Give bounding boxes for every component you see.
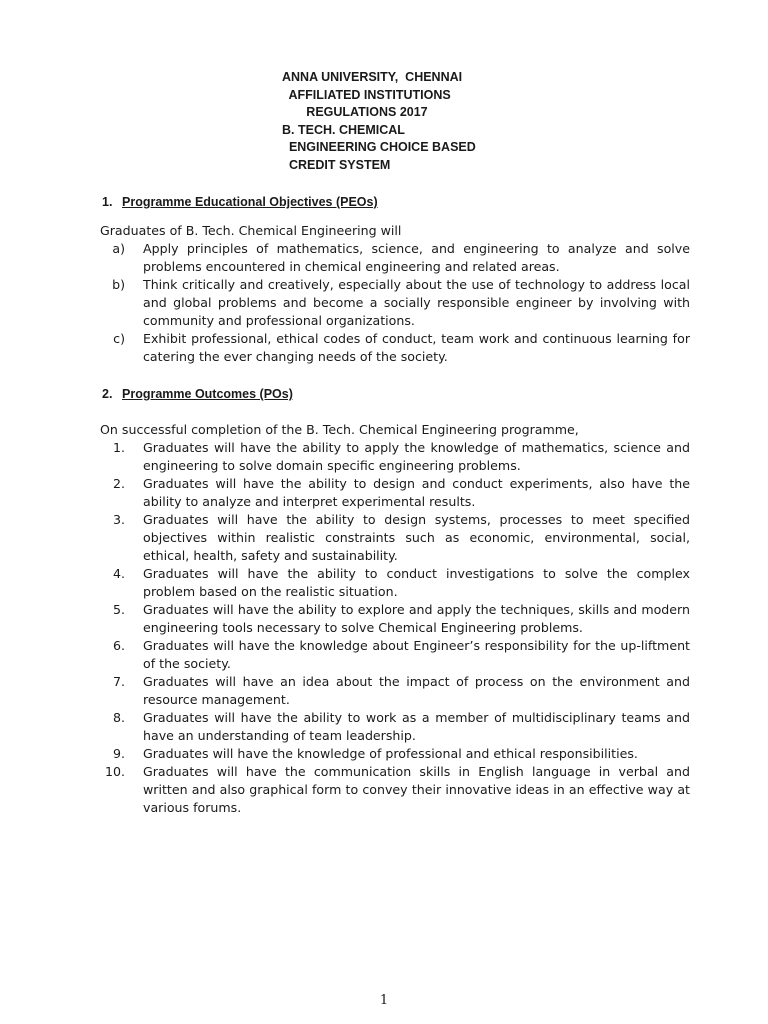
list-item — [100, 709, 690, 745]
list-marker: 1. — [112, 440, 125, 455]
list-item — [100, 330, 690, 366]
list-marker: 8. — [112, 710, 125, 725]
list-item-text: Exhibit professional, ethical codes of conduct, team work and continuous learning for catering the ever changing needs of the society. — [143, 331, 690, 364]
section-number: 1. — [102, 195, 113, 209]
list-marker: 6. — [112, 638, 125, 653]
list-item — [100, 763, 690, 817]
list-item — [100, 637, 690, 673]
list-item-text: Graduates will have the ability to work as a member of multidisciplinary teams and have an understanding of team leadership. — [143, 710, 690, 743]
list-item-text: Graduates will have the ability to design and conduct experiments, also have the ability to analyze and interpret experimental results. — [143, 476, 690, 509]
header-cbcs-1: ENGINEERING CHOICE BASED — [282, 140, 476, 154]
list-marker: b) — [112, 277, 125, 292]
list-item — [100, 439, 690, 475]
list-item-text: Graduates will have the ability to design systems, processes to meet specified objectives within realistic constraints such as economic, environmental, social, ethical, health, safety and sustainability. — [143, 512, 690, 563]
list-item-text: Graduates will have the communication skills in English language in verbal and written and also graphical form to convey their innovative ideas in an effective way at various forums. — [143, 764, 690, 815]
list-marker: 10. — [104, 764, 125, 779]
list-item-text: Graduates will have the ability to apply the knowledge of mathematics, science and engineering to solve domain specific engineering problems. — [143, 440, 690, 473]
document-header — [282, 69, 522, 174]
section-title: Programme Educational Objectives (PEOs) — [122, 195, 378, 209]
header-regulations: REGULATIONS 2017 — [282, 105, 428, 119]
list-item — [100, 745, 690, 763]
list-marker: 5. — [112, 602, 125, 617]
header-programme: B. TECH. CHEMICAL — [282, 122, 405, 137]
list-item — [100, 276, 690, 330]
peos-intro: Graduates of B. Tech. Chemical Engineering will — [100, 223, 402, 238]
list-marker: a) — [112, 241, 125, 256]
section-number: 2. — [102, 387, 113, 401]
list-item — [100, 511, 690, 565]
list-item-text: Graduates will have an idea about the impact of process on the environment and resource management. — [143, 674, 690, 707]
list-item — [100, 601, 690, 637]
list-marker: 3. — [112, 512, 125, 527]
list-marker: 7. — [112, 674, 125, 689]
list-item — [100, 475, 690, 511]
list-item — [100, 240, 690, 276]
peos-list — [100, 240, 690, 366]
pos-list — [100, 439, 690, 817]
header-cbcs-2: CREDIT SYSTEM — [282, 157, 391, 172]
list-item-text: Think critically and creatively, especially about the use of technology to address local and global problems and become a socially responsible engineer by involving with community and professional organizations. — [143, 277, 690, 328]
list-item-text: Graduates will have the knowledge about Engineer’s responsibility for the up-liftment of the society. — [143, 638, 690, 671]
header-institutions: AFFILIATED INSTITUTIONS — [282, 87, 451, 102]
list-item — [100, 673, 690, 709]
list-marker: 9. — [112, 746, 125, 761]
pos-intro: On successful completion of the B. Tech. Chemical Engineering programme, — [100, 422, 579, 437]
section-title: Programme Outcomes (POs) — [122, 387, 293, 401]
page-number: 1 — [379, 993, 389, 1008]
list-item-text: Graduates will have the ability to explore and apply the techniques, skills and modern engineering tools necessary to solve Chemical Engineering problems. — [143, 602, 690, 635]
list-marker: 4. — [112, 566, 125, 581]
section-heading-pos — [102, 386, 293, 402]
list-item-text: Graduates will have the knowledge of professional and ethical responsibilities. — [143, 746, 638, 761]
list-item-text: Graduates will have the ability to conduct investigations to solve the complex problem based on the realistic situation. — [143, 566, 690, 599]
list-marker: c) — [113, 331, 125, 346]
list-item-text: Apply principles of mathematics, science, and engineering to analyze and solve problems encountered in chemical engineering and related areas. — [143, 241, 690, 274]
header-university: ANNA UNIVERSITY, CHENNAI — [282, 70, 463, 84]
list-item — [100, 565, 690, 601]
list-marker: 2. — [112, 476, 125, 491]
section-heading-peos — [102, 194, 378, 210]
